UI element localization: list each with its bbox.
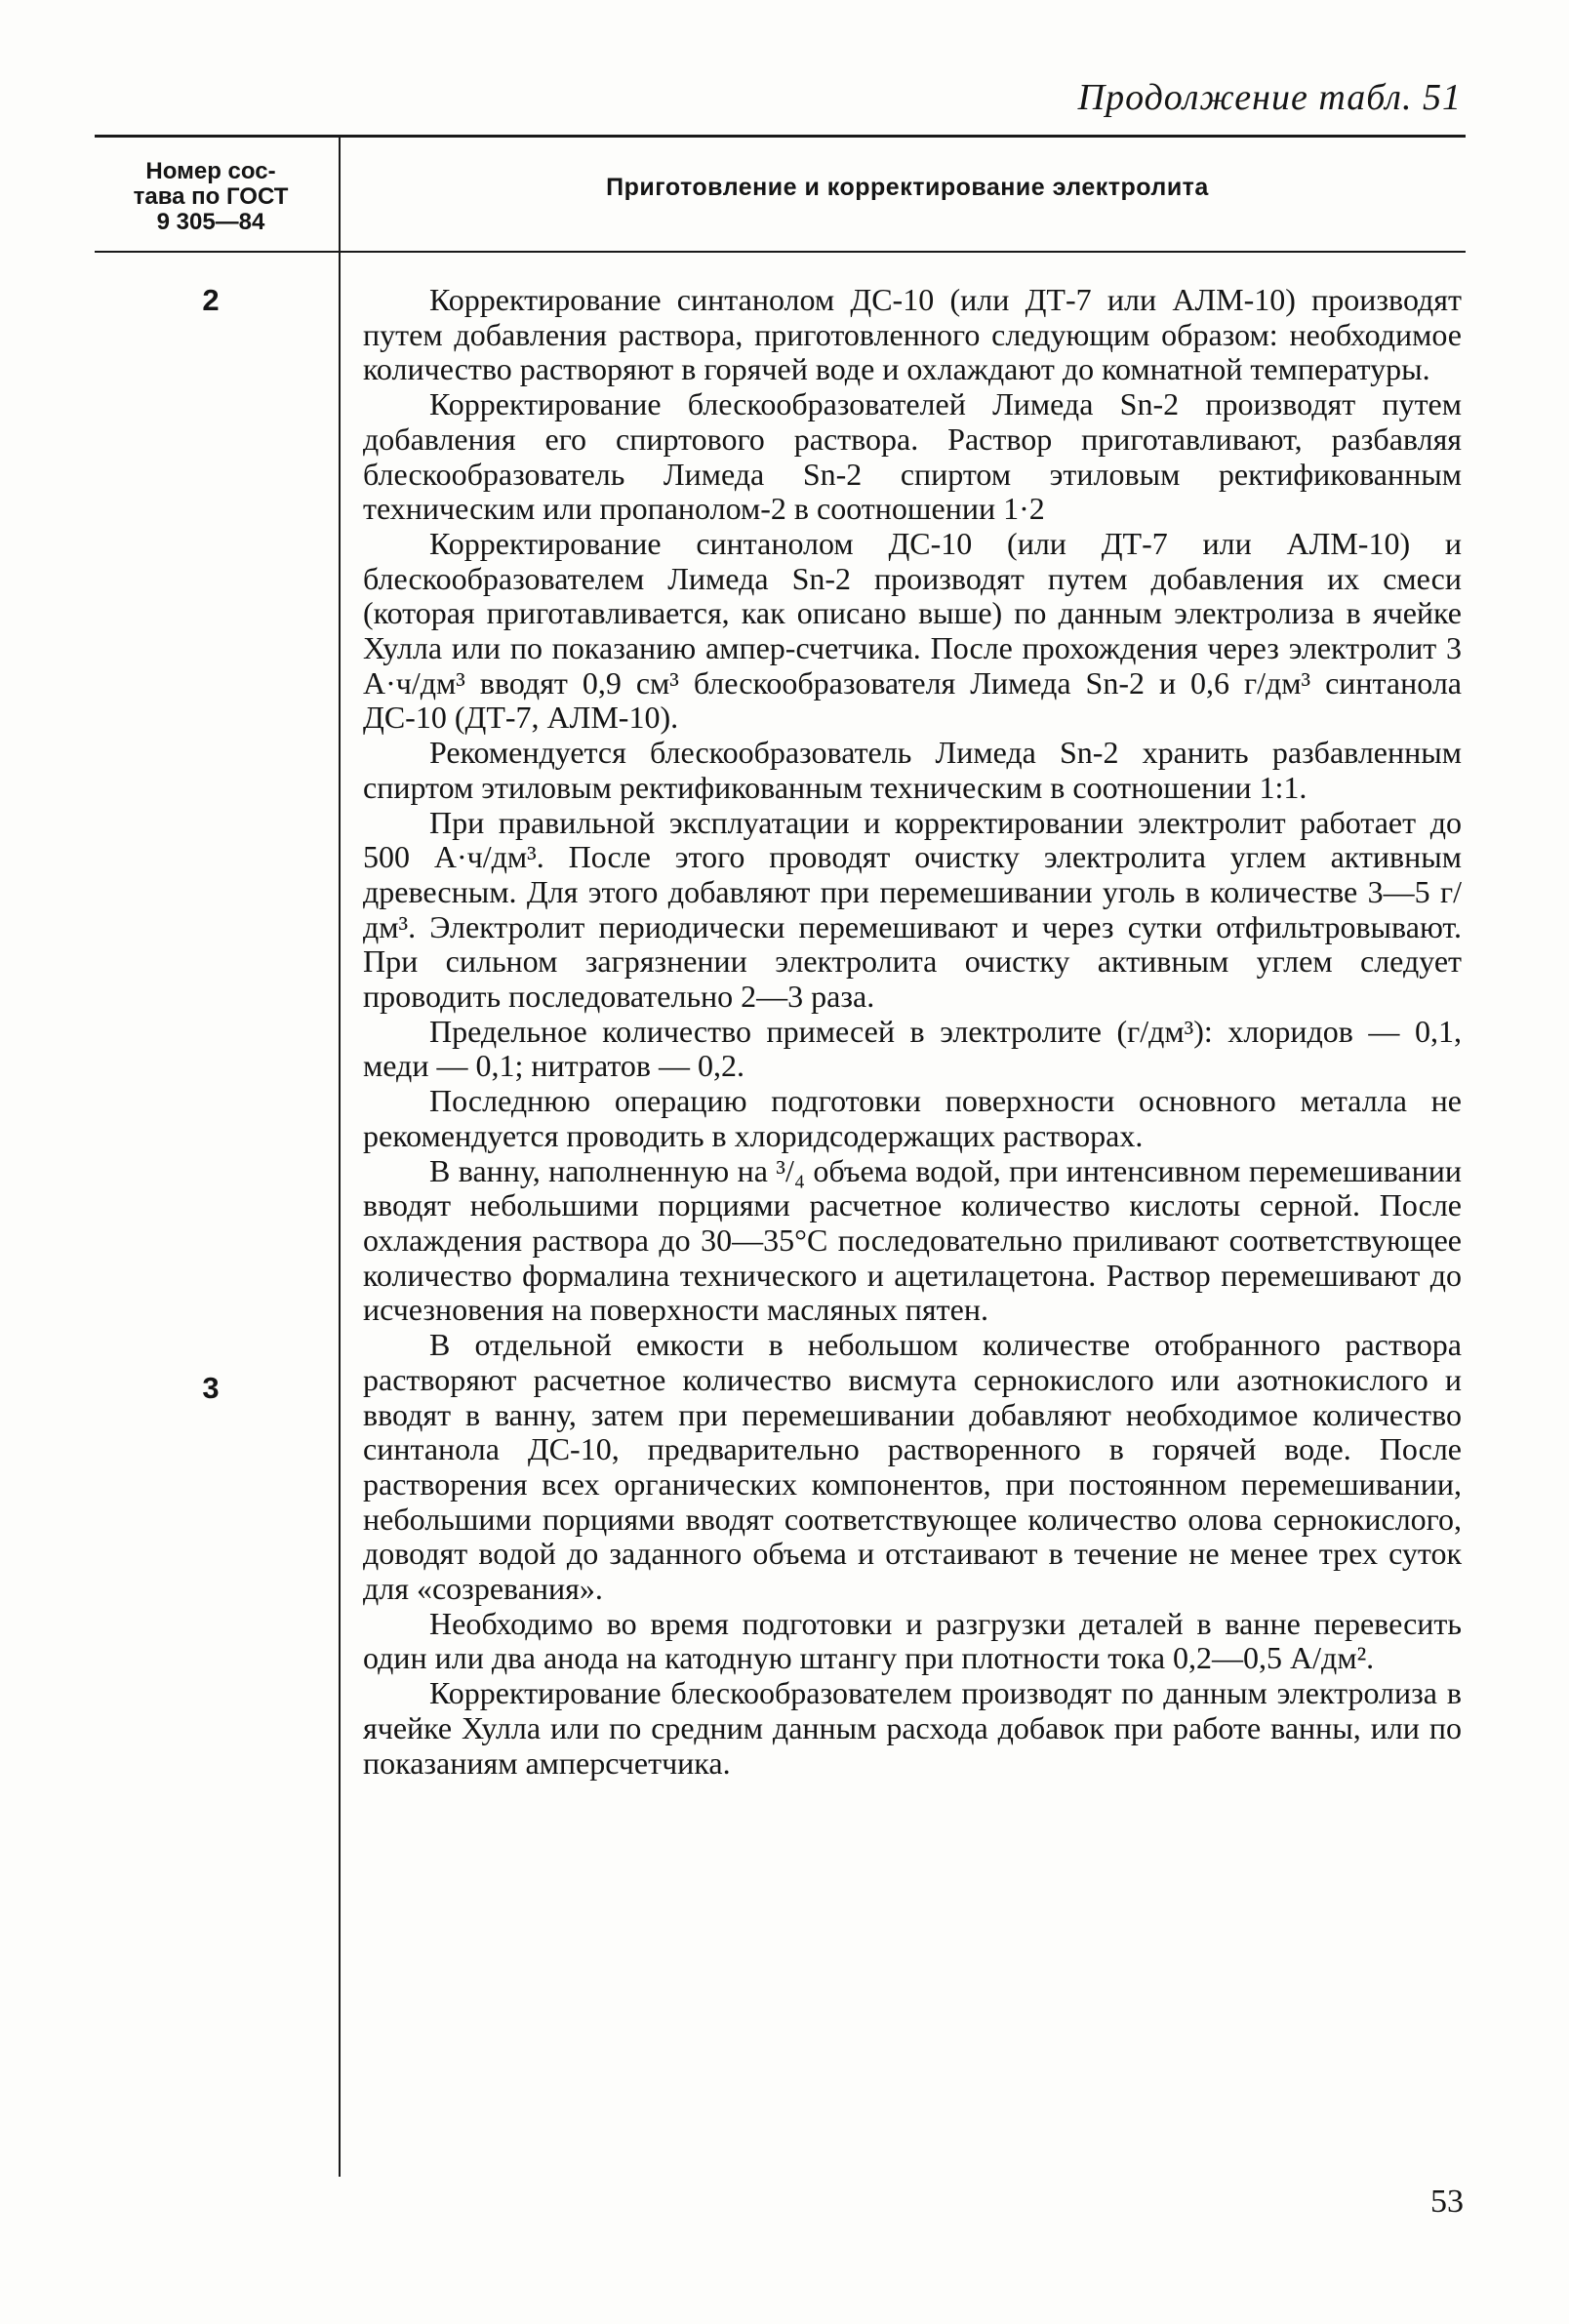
continuation-title: Продолжение табл. 51: [1077, 77, 1462, 118]
paragraph: Корректирование синтанолом ДС-10 (или ДТ-7 или АЛМ-10) и блескообразователем Лимеда Sn-2 производят путем добавления их смеси (которая приготавливается, как описано выше) по данным электролиза в ячейке Хулла или по показанию ампер-счетчика. После прохождения через электролит 3 А·ч/дм³ вводят 0,9 см³ блескообразователя Лимеда Sn-2 и 0,6 г/дм³ синтанола ДС-10 (ДТ-7, АЛМ-10).: [363, 525, 1462, 736]
table-body-text: [363, 283, 1462, 1781]
paragraph: Рекомендуется блескообразователь Лимеда Sn-2 хранить разбавленным спиртом этиловым ректификованным техническим в соотношении 1:1.: [363, 735, 1462, 805]
column-header-line: 9 305—84: [156, 209, 265, 235]
column-header-line: тава по ГОСТ: [133, 183, 289, 210]
row-number: 2: [202, 283, 220, 317]
paragraph: Корректирование блескообразователем производят по данным электролиза в ячейке Хулла или по средним данным расхода добавок при работе ванны, или по показаниям амперсчетчика.: [363, 1675, 1462, 1781]
table-top-rule: [95, 135, 1466, 138]
row-number: 3: [202, 1371, 220, 1405]
header-bottom-rule: [95, 251, 1466, 253]
paragraph: Предельное количество примесей в электролите (г/дм³): хлоридов — 0,1, меди — 0,1; нитратов — 0,2.: [363, 1013, 1462, 1084]
paragraph: В отдельной емкости в небольшом количестве отобранного раствора растворяют расчетное количество висмута сернокислого или азотнокислого и вводят в ванну, затем при перемешивании добавляют необходимое количество синтанола ДС-10, предварительно растворенного в горячей воде. После растворения всех органических компонентов, при постоянном перемешивании, небольшими порциями вводят соответствующее количество олова сернокислого, доводят водой до заданного объема и отстаивают в течение не менее трех суток для «созревания».: [363, 1327, 1462, 1607]
page-number: 53: [1430, 2184, 1464, 2220]
column-header-line: Номер сос-: [145, 158, 276, 184]
paragraph: Последнюю операцию подготовки поверхности основного металла не рекомендуется проводить в хлоридсодержащих растворах.: [363, 1083, 1462, 1153]
paragraph: Корректирование блескообразователей Лимеда Sn-2 производят путем добавления его спиртового раствора. Раствор приготавливают, разбавляя блескообразователь Лимеда Sn-2 спиртом этиловым ректификованным техническим или пропанолом-2 в соотношении 1·2: [363, 386, 1462, 527]
column-header-composition-number: [98, 159, 324, 235]
paragraph: В ванну, наполненную на ³/₄ объема водой, при интенсивном перемешивании вводят небольшими порциями расчетное количество кислоты серной. После охлаждения раствора до 30—35°С последовательно приливают соответствующее количество формалина технического и ацетилацетона. Раствор перемешивают до исчезновения на поверхности масляных пятен.: [363, 1152, 1462, 1328]
paragraph: Корректирование синтанолом ДС-10 (или ДТ-7 или АЛМ-10) производят путем добавления раствора, приготовленного следующим образом: необходимое количество растворяют в горячей воде и охлаждают до комнатной температуры.: [363, 282, 1462, 387]
paragraph: При правильной эксплуатации и корректировании электролит работает до 500 А·ч/дм³. После этого проводят очистку электролита углем активным древесным. Для этого добавляют при перемешивании уголь в количестве 3—5 г/дм³. Электролит периодически перемешивают и через сутки отфильтровывают. При сильном загрязнении электролита очистку активным углем следует проводить последовательно 2—3 раза.: [363, 804, 1462, 1015]
column-header-preparation: Приготовление и корректирование электролита: [606, 174, 1209, 201]
column-divider: [339, 138, 341, 2177]
paragraph: Необходимо во время подготовки и разгрузки деталей в ванне перевесить один или два анода на катодную штангу при плотности тока 0,2—0,5 А/дм².: [363, 1605, 1462, 1676]
